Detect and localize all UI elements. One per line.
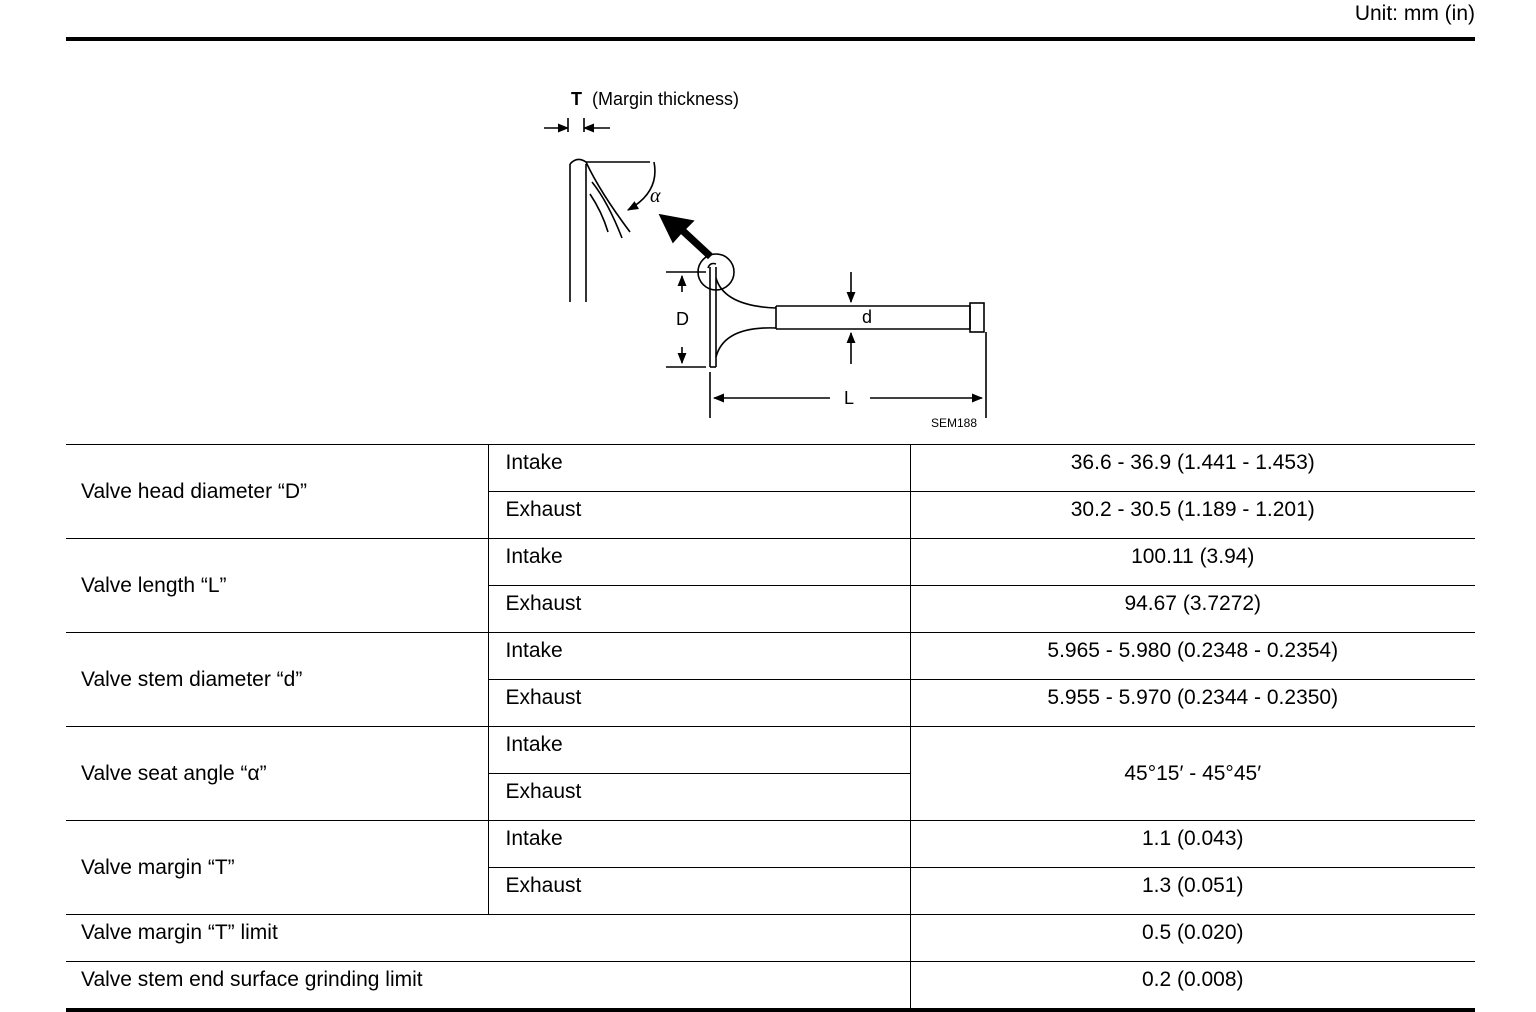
margin-symbol: T	[571, 89, 582, 109]
spec-value: 45°15′ - 45°45′	[910, 727, 1475, 821]
type-label: Exhaust	[488, 774, 910, 821]
margin-thickness-label: (Margin thickness)	[592, 89, 740, 109]
type-label: Exhaust	[488, 868, 910, 915]
dimension-d-label: d	[862, 307, 873, 327]
spec-value: 1.1 (0.043)	[910, 821, 1475, 868]
item-label: Valve seat angle “α”	[66, 727, 488, 821]
item-label: Valve margin “T”	[66, 821, 488, 915]
spec-value: 0.5 (0.020)	[910, 915, 1475, 962]
alpha-label: α	[650, 185, 661, 207]
dimension-D-label: D	[676, 309, 689, 329]
type-label: Intake	[488, 727, 910, 774]
item-label: Valve head diameter “D”	[66, 445, 488, 539]
spec-value: 94.67 (3.7272)	[910, 586, 1475, 633]
item-label: Valve margin “T” limit	[66, 915, 910, 962]
type-label: Intake	[488, 633, 910, 680]
type-label: Intake	[488, 539, 910, 586]
spec-value: 100.11 (3.94)	[910, 539, 1475, 586]
spec-value: 30.2 - 30.5 (1.189 - 1.201)	[910, 492, 1475, 539]
type-label: Exhaust	[488, 492, 910, 539]
top-rule	[66, 37, 1475, 41]
item-label: Valve stem diameter “d”	[66, 633, 488, 727]
table-row	[66, 727, 1475, 774]
spec-value: 1.3 (0.051)	[910, 868, 1475, 915]
table-row	[66, 915, 1475, 962]
valve-diagram	[530, 82, 1010, 438]
figure-code: SEM188	[931, 416, 978, 430]
dimension-L-label: L	[844, 388, 855, 408]
item-label: Valve length “L”	[66, 539, 488, 633]
spec-value: 36.6 - 36.9 (1.441 - 1.453)	[910, 445, 1475, 492]
spec-value: 0.2 (0.008)	[910, 962, 1475, 1011]
type-label: Intake	[488, 445, 910, 492]
type-label: Exhaust	[488, 680, 910, 727]
table-row	[66, 962, 1475, 1011]
spec-value: 5.965 - 5.980 (0.2348 - 0.2354)	[910, 633, 1475, 680]
table-row	[66, 445, 1475, 492]
type-label: Intake	[488, 821, 910, 868]
type-label: Exhaust	[488, 586, 910, 633]
spec-value: 5.955 - 5.970 (0.2344 - 0.2350)	[910, 680, 1475, 727]
table-row	[66, 633, 1475, 680]
table-row	[66, 539, 1475, 586]
unit-label: Unit: mm (in)	[1354, 2, 1475, 25]
valve-spec-table	[66, 444, 1475, 1012]
table-row	[66, 821, 1475, 868]
item-label: Valve stem end surface grinding limit	[66, 962, 910, 1011]
